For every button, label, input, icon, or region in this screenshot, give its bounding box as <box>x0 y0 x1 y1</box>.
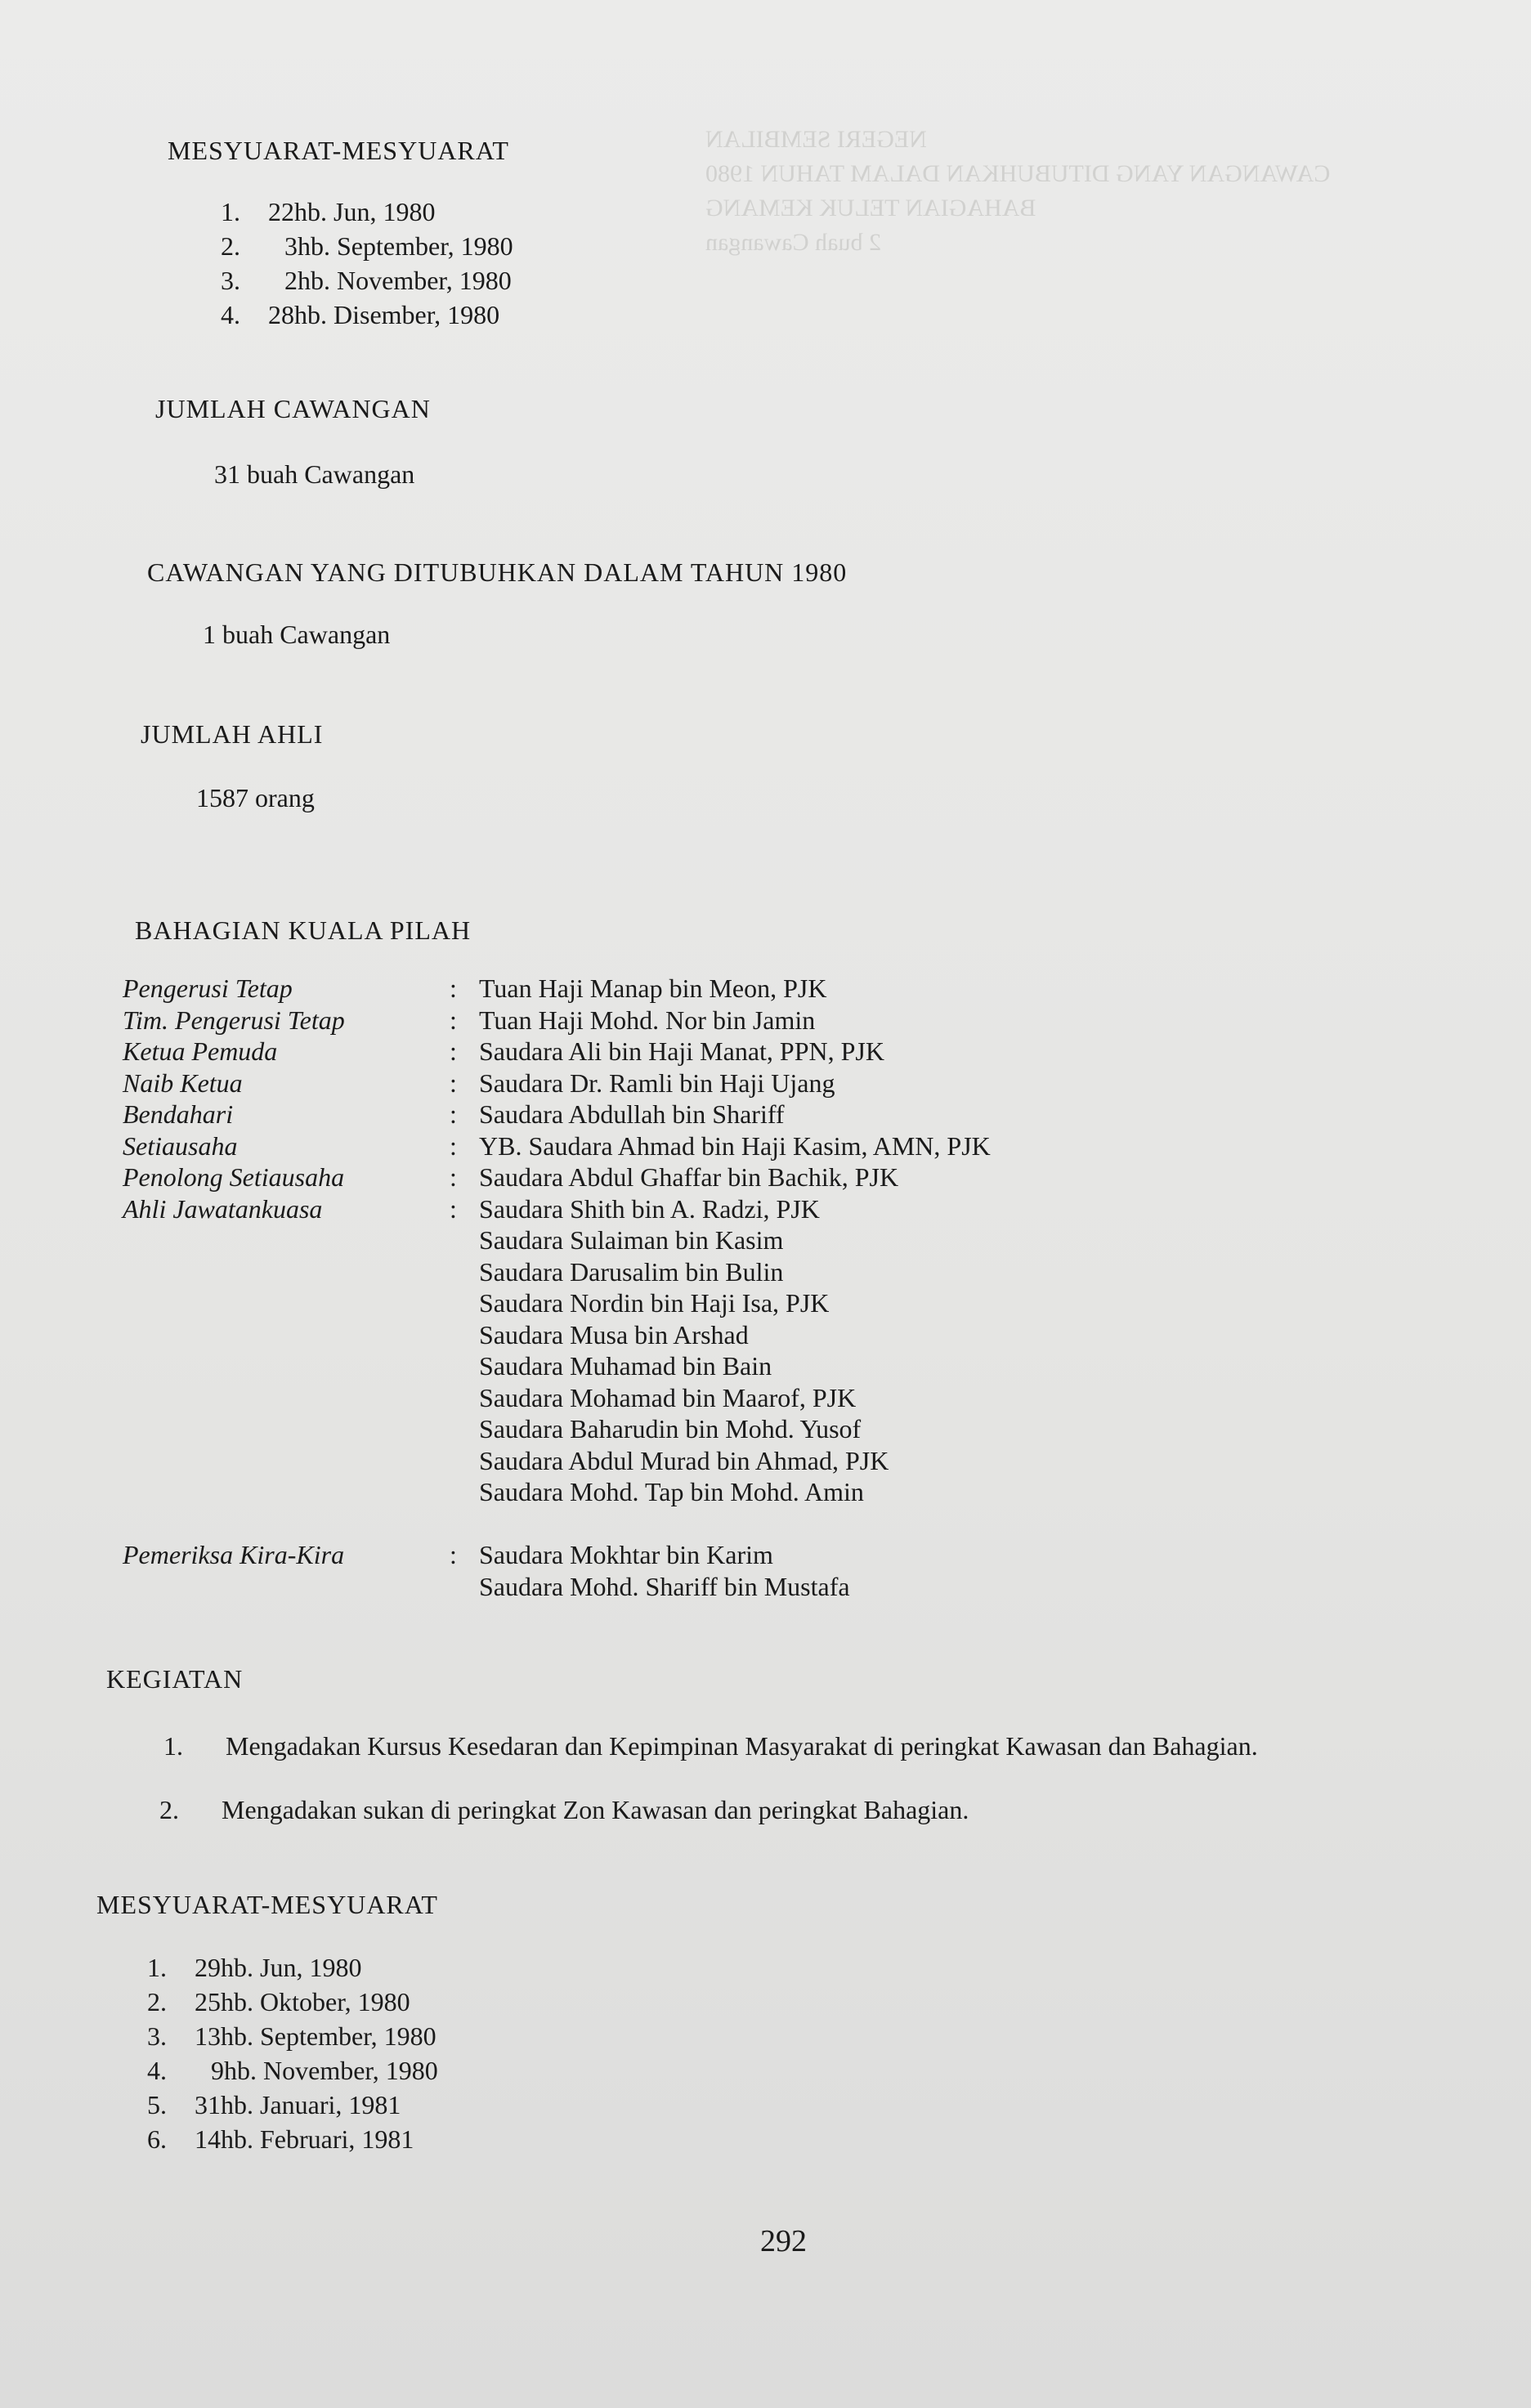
item-number: 3. <box>147 2021 167 2051</box>
officer-name: Saudara Mohamad bin Maarof, PJK <box>479 1382 857 1412</box>
officer-row <box>123 1319 1103 1351</box>
officer-row <box>123 973 1103 1005</box>
separator <box>450 1224 479 1256</box>
officer-role <box>123 1350 450 1382</box>
officer-name: Saudara Abdullah bin Shariff <box>479 1099 785 1129</box>
separator <box>450 1571 479 1603</box>
officer-row <box>123 1287 1103 1319</box>
branch-count-value: 31 buah Cawangan <box>214 459 415 489</box>
officer-role: Pemeriksa Kira-Kira <box>123 1540 345 1569</box>
separator <box>450 1508 479 1540</box>
list-item <box>221 229 513 263</box>
officer-role: Tim. Pengerusi Tetap <box>123 1005 345 1035</box>
officer-name: Saudara Darusalim bin Bulin <box>479 1256 784 1287</box>
separator: : <box>450 1067 457 1098</box>
officer-row <box>123 1256 1103 1288</box>
bleed-line: CAWANGAN YANG DITUBUHKAN DALAM TAHUN 1980 <box>705 160 1331 187</box>
officer-name: Saudara Dr. Ramli bin Haji Ujang <box>479 1067 835 1098</box>
officer-role <box>123 1256 450 1288</box>
bleed-line: NEGERI SEMBILAN <box>705 126 927 153</box>
separator <box>450 1476 479 1508</box>
bleed-line: BAHAGIAN TELUK KEMANG <box>705 195 1036 222</box>
officer-name: Saudara Nordin bin Haji Isa, PJK <box>479 1288 830 1318</box>
separator: : <box>450 1099 457 1129</box>
branch-count-heading: JUMLAH CAWANGAN <box>155 394 431 423</box>
separator <box>450 1287 479 1319</box>
officers-table <box>123 973 1103 1634</box>
list-item <box>147 2053 438 2088</box>
officer-role: Pengerusi Tetap <box>123 973 293 1003</box>
officer-row <box>123 1602 1103 1634</box>
item-number: 2. <box>147 1987 167 2016</box>
activity-item <box>159 1795 969 1825</box>
item-text: 29hb. Jun, 1980 <box>195 1953 362 1982</box>
officer-role <box>123 1476 450 1508</box>
meetings-heading-2: MESYUARAT-MESYUARAT <box>96 1890 438 1919</box>
officer-name: Saudara Sulaiman bin Kasim <box>479 1225 784 1255</box>
separator <box>450 1319 479 1351</box>
activities-heading: KEGIATAN <box>106 1664 244 1694</box>
officer-row <box>123 1067 1103 1099</box>
officer-row <box>123 1571 1103 1603</box>
division-heading: BAHAGIAN KUALA PILAH <box>135 915 472 945</box>
officer-role <box>123 1445 450 1477</box>
officer-row <box>123 1476 1103 1508</box>
item-number: 2. <box>221 231 240 261</box>
separator: : <box>450 1540 457 1569</box>
list-item <box>147 2019 438 2053</box>
officer-row <box>123 1350 1103 1382</box>
item-number: 1. <box>221 197 240 226</box>
item-number: 2. <box>159 1795 179 1824</box>
officer-role: Setiausaha <box>123 1130 238 1161</box>
officer-name: Saudara Mokhtar bin Karim <box>479 1540 773 1569</box>
item-text: 22hb. Jun, 1980 <box>268 197 436 226</box>
officer-role <box>123 1571 450 1603</box>
officer-name: Tuan Haji Manap bin Meon, PJK <box>479 973 827 1003</box>
officer-row <box>123 1445 1103 1477</box>
item-text: 3hb. September, 1980 <box>284 231 513 261</box>
officer-role: Naib Ketua <box>123 1067 243 1098</box>
item-number: 3. <box>221 266 240 295</box>
officer-row <box>123 1539 1103 1571</box>
officer-name: Saudara Abdul Ghaffar bin Bachik, PJK <box>479 1162 899 1192</box>
officer-name: Saudara Musa bin Arshad <box>479 1319 749 1349</box>
officer-row <box>123 1193 1103 1225</box>
item-text: 28hb. Disember, 1980 <box>268 300 500 329</box>
officer-name: Saudara Baharudin bin Mohd. Yusof <box>479 1414 862 1443</box>
meetings-list-1 <box>221 195 513 332</box>
officer-name: Saudara Abdul Murad bin Ahmad, PJK <box>479 1445 889 1475</box>
list-item <box>221 195 513 229</box>
officer-row <box>123 1161 1103 1193</box>
separator <box>450 1602 479 1634</box>
item-number: 1. <box>163 1731 183 1761</box>
list-item <box>221 263 513 298</box>
item-text: 2hb. November, 1980 <box>284 266 512 295</box>
separator <box>450 1413 479 1445</box>
item-number: 4. <box>221 300 240 329</box>
list-item <box>221 298 513 332</box>
officer-row <box>123 1413 1103 1445</box>
officer-role <box>123 1602 450 1634</box>
officer-name: YB. Saudara Ahmad bin Haji Kasim, AMN, PJK <box>479 1130 991 1161</box>
officer-role <box>123 1224 450 1256</box>
separator: : <box>450 1036 457 1066</box>
meetings-list-2 <box>147 1950 438 2156</box>
bleed-line: 2 buah Cawangan <box>705 229 881 256</box>
list-item <box>147 1985 438 2019</box>
bleed-through-text <box>705 123 1441 260</box>
officer-role: Penolong Setiausaha <box>123 1162 345 1192</box>
officer-row <box>123 1130 1103 1162</box>
separator <box>450 1445 479 1477</box>
item-number: 4. <box>147 2056 167 2085</box>
item-text: Mengadakan sukan di peringkat Zon Kawasan dan peringkat Bahagian. <box>222 1795 969 1824</box>
separator <box>450 1256 479 1288</box>
list-item <box>147 2122 438 2156</box>
officer-role <box>123 1319 450 1351</box>
meetings-heading-1: MESYUARAT-MESYUARAT <box>168 136 509 165</box>
separator <box>450 1350 479 1382</box>
officer-name: Tuan Haji Mohd. Nor bin Jamin <box>479 1005 816 1035</box>
officer-role: Ahli Jawatankuasa <box>123 1193 323 1224</box>
officer-name: Saudara Ali bin Haji Manat, PPN, PJK <box>479 1036 884 1066</box>
officer-row <box>123 1036 1103 1067</box>
separator: : <box>450 1193 457 1224</box>
item-text: 14hb. Februari, 1981 <box>195 2124 414 2154</box>
officer-name: Saudara Mohd. Tap bin Mohd. Amin <box>479 1477 864 1506</box>
new-branches-value: 1 buah Cawangan <box>203 620 391 649</box>
item-text: Mengadakan Kursus Kesedaran dan Kepimpinan Masyarakat di peringkat Kawasan dan Bahagian. <box>226 1731 1258 1761</box>
officer-role <box>123 1508 450 1540</box>
officer-name: Saudara Muhamad bin Bain <box>479 1351 772 1381</box>
officer-role <box>123 1413 450 1445</box>
separator: : <box>450 1130 457 1161</box>
officer-role <box>123 1382 450 1414</box>
members-heading: JUMLAH AHLI <box>141 719 324 749</box>
separator <box>450 1382 479 1414</box>
item-number: 5. <box>147 2090 167 2119</box>
members-value: 1587 orang <box>196 783 315 812</box>
officer-role: Ketua Pemuda <box>123 1036 278 1066</box>
item-number: 1. <box>147 1953 167 1982</box>
officer-role: Bendahari <box>123 1099 234 1129</box>
officer-role <box>123 1287 450 1319</box>
item-number: 6. <box>147 2124 167 2154</box>
officer-name: Saudara Shith bin A. Radzi, PJK <box>479 1193 820 1224</box>
item-text: 31hb. Januari, 1981 <box>195 2090 401 2119</box>
officer-name: Saudara Mohd. Shariff bin Mustafa <box>479 1571 850 1601</box>
separator: : <box>450 1005 457 1035</box>
separator: : <box>450 1162 457 1192</box>
officer-row <box>123 1508 1103 1540</box>
item-text: 25hb. Oktober, 1980 <box>195 1987 410 2016</box>
item-text: 9hb. November, 1980 <box>211 2056 438 2085</box>
officer-row <box>123 1224 1103 1256</box>
officer-row <box>123 1099 1103 1130</box>
activity-item <box>163 1731 1258 1761</box>
officer-row <box>123 1005 1103 1036</box>
separator: : <box>450 973 457 1003</box>
page-number: 292 <box>760 2224 807 2258</box>
item-text: 13hb. September, 1980 <box>195 2021 436 2051</box>
officer-row <box>123 1382 1103 1414</box>
list-item <box>147 1950 438 1985</box>
list-item <box>147 2088 438 2122</box>
new-branches-heading: CAWANGAN YANG DITUBUHKAN DALAM TAHUN 1980 <box>147 557 848 587</box>
